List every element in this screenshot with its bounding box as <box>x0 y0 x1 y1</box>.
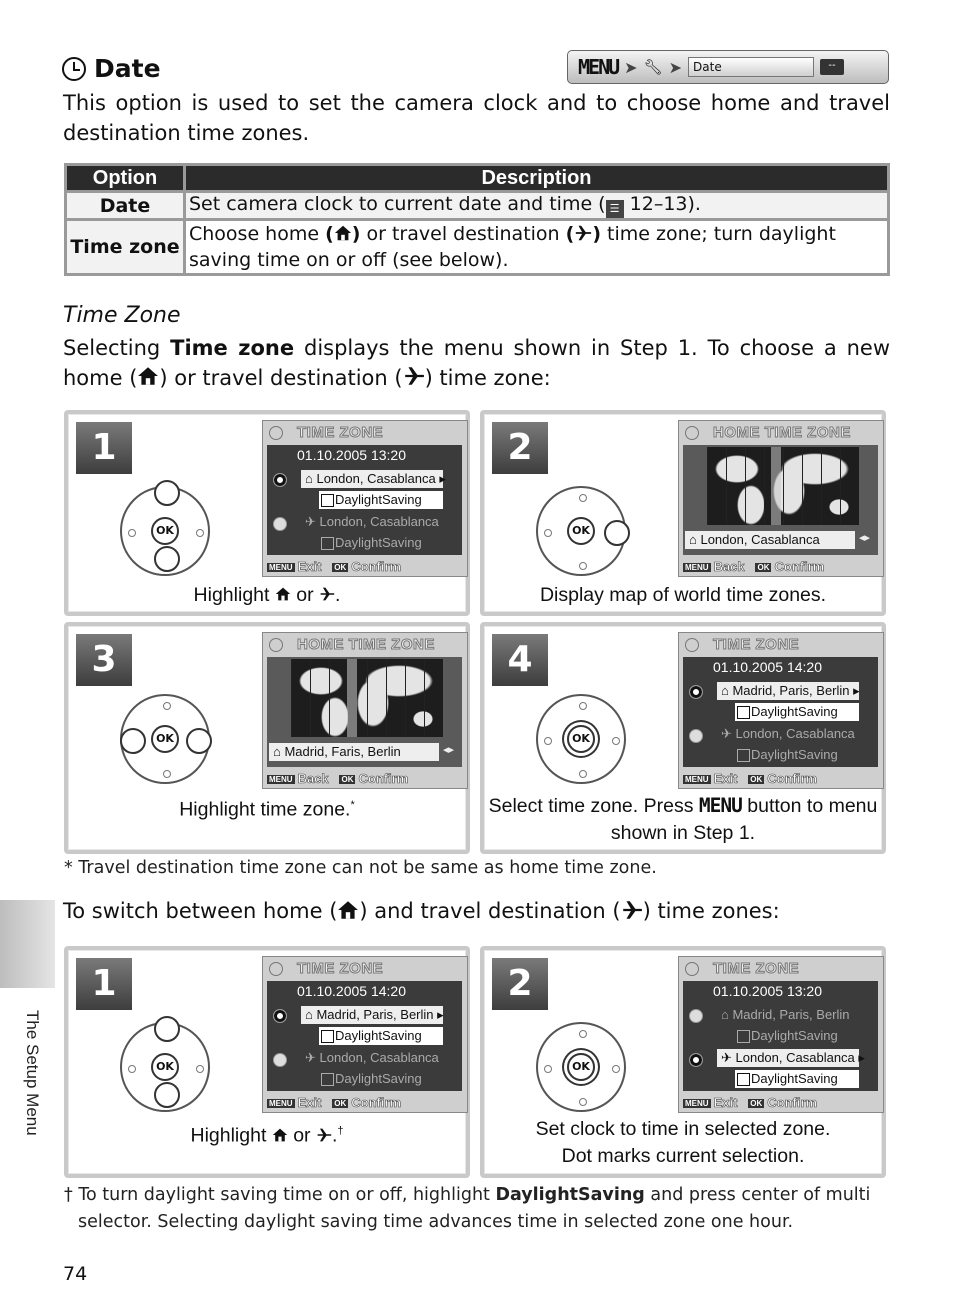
radio-icon <box>273 1053 287 1067</box>
radio-selected-icon <box>689 685 703 699</box>
world-map <box>683 445 878 555</box>
wrench-icon: 🔧︎ <box>643 58 663 76</box>
travel-zone: ✈ London, Casablanca <box>721 726 855 741</box>
lcd-screen <box>262 632 468 789</box>
home-icon <box>334 224 352 242</box>
daylight-saving-travel: DaylightSaving <box>735 1070 859 1088</box>
lcd-screen <box>262 420 468 577</box>
daylight-saving-travel: DaylightSaving <box>735 746 859 764</box>
step-caption: Set clock to time in selected zone. Dot marks current selection. <box>535 1118 831 1167</box>
selected-city: ⌂ London, Casablanca <box>685 531 855 549</box>
step-number: 2 <box>492 958 548 1010</box>
step-number: 3 <box>76 634 132 686</box>
up-button <box>154 480 180 506</box>
travel-zone: ✈ London, Casablanca ▸ <box>717 1049 859 1067</box>
left-button <box>120 728 146 754</box>
description-time-zone: Choose home ( ) or travel destination ( ) time zone; turn daylight saving time on or off (see below). <box>186 221 887 273</box>
lcd-footer: MENU Exit OK Confirm <box>269 559 402 574</box>
home-zone: ⌂ Madrid, Paris, Berlin ▸ <box>301 1006 443 1024</box>
side-tab <box>0 900 55 988</box>
reference-icon: ☰ <box>606 200 624 218</box>
daylight-saving-home: DaylightSaving <box>319 491 443 509</box>
arrow-right-icon: ➤ <box>668 57 683 77</box>
lcd-footer: MENU Exit OK Confirm <box>269 1095 402 1110</box>
step-caption: Display map of world time zones. <box>539 584 827 606</box>
step-caption: Select time zone. Press MENU button to menu shown in Step 1. <box>488 794 878 844</box>
home-icon <box>275 586 291 602</box>
lcd-title: TIME ZONE <box>269 960 383 977</box>
radio-icon <box>689 729 703 743</box>
ok-button: OK <box>567 517 595 545</box>
home-icon <box>137 365 159 387</box>
step-number: 4 <box>492 634 548 686</box>
home-zone: ⌂ Madrid, Paris, Berlin <box>721 1007 850 1022</box>
lcd-screen <box>262 956 468 1113</box>
multi-selector <box>536 1022 626 1112</box>
home-zone: ⌂ London, Casablanca ▸ <box>301 470 443 488</box>
ok-button: OK <box>151 1053 179 1081</box>
footnote-dagger: † To turn daylight saving time on or off, highlight DaylightSaving and press center of multi selector. Selecting daylight saving time advances time in selected zone one hour. <box>64 1185 871 1232</box>
footnote-star: * Travel destination time zone can not be same as home time zone. <box>64 858 657 878</box>
datetime: 01.10.2005 14:20 <box>713 659 822 675</box>
ok-button: OK <box>567 725 595 753</box>
step-number: 2 <box>492 422 548 474</box>
step-a2 <box>480 410 886 616</box>
home-icon <box>272 1127 288 1143</box>
step-a3 <box>64 622 470 854</box>
step-caption: Highlight or .† <box>190 1124 344 1147</box>
multi-selector <box>536 486 626 576</box>
radio-icon <box>273 517 287 531</box>
clock-icon <box>62 57 86 81</box>
radio-selected-icon <box>689 1053 703 1067</box>
table-row <box>67 193 887 218</box>
daylight-saving-travel: DaylightSaving <box>319 534 443 552</box>
lcd-screen <box>678 420 884 577</box>
lcd-footer: MENU Exit OK Confirm <box>685 771 818 786</box>
selected-city: ⌂ Madrid, Faris, Berlin <box>269 743 439 761</box>
arrow-right-icon: ➤ <box>624 57 638 77</box>
step-number: 1 <box>76 958 132 1010</box>
world-map <box>267 657 462 767</box>
daylight-saving-travel: DaylightSaving <box>319 1070 443 1088</box>
right-button <box>186 728 212 754</box>
right-button <box>604 520 630 546</box>
title-text: Date <box>94 54 161 83</box>
table-row <box>67 221 887 273</box>
lcd-screen <box>678 632 884 789</box>
left-right-arrows-icon: ◂▸ <box>859 532 871 544</box>
intro-text: This option is used to set the camera clock and to choose home and travel destination time zones. <box>63 91 890 145</box>
multi-selector <box>120 1022 210 1112</box>
down-button <box>154 546 180 572</box>
step-b1 <box>64 946 470 1178</box>
section-heading: Time Zone <box>63 303 181 328</box>
step-a1 <box>64 410 470 616</box>
travel-zone: ✈ London, Casablanca <box>305 1050 439 1065</box>
column-header-option: Option <box>67 166 183 190</box>
menu-word: MENU <box>578 55 619 79</box>
datetime: 01.10.2005 13:20 <box>297 447 406 463</box>
plane-icon <box>403 365 425 387</box>
up-button <box>154 1016 180 1042</box>
column-header-description: Description <box>186 166 887 190</box>
step-caption: Highlight time zone.* <box>179 798 355 821</box>
step-number: 1 <box>76 422 132 474</box>
multi-selector <box>536 694 626 784</box>
daylight-saving-home: DaylightSaving <box>319 1027 443 1045</box>
lcd-footer: MENU Exit OK Confirm <box>685 1095 818 1110</box>
multi-selector <box>120 694 210 784</box>
radio-icon <box>689 1009 703 1023</box>
option-date: Date <box>67 193 183 218</box>
datetime: 01.10.2005 14:20 <box>297 983 406 999</box>
step-caption: Highlight or . <box>193 584 341 606</box>
option-table <box>64 163 890 276</box>
lcd-title: TIME ZONE <box>685 960 799 977</box>
plane-icon <box>316 1127 332 1143</box>
radio-selected-icon <box>273 473 287 487</box>
page-number: 74 <box>63 1263 88 1285</box>
ok-button: OK <box>151 517 179 545</box>
daylight-saving-home: DaylightSaving <box>735 1027 859 1045</box>
side-tab-label: The Setup Menu <box>23 1010 42 1136</box>
menu-path-graphic <box>567 50 889 84</box>
datetime: 01.10.2005 13:20 <box>713 983 822 999</box>
ok-button: OK <box>567 1053 595 1081</box>
down-button <box>154 1082 180 1108</box>
step-b2 <box>480 946 886 1178</box>
plane-icon <box>574 224 592 242</box>
section-text: Selecting Time zone displays the menu shown in Step 1. To choose a new home ( ) or travel destination ( ) time zone: <box>63 336 890 390</box>
lcd-title: HOME TIME ZONE <box>685 424 851 441</box>
ok-button: OK <box>151 725 179 753</box>
switch-text: To switch between home ( ) and travel destination ( ) time zones: <box>63 899 780 923</box>
menu-field-button: -- <box>820 59 844 75</box>
home-icon <box>337 899 359 921</box>
lcd-footer: MENU Back OK Confirm <box>685 559 825 574</box>
plane-icon <box>621 899 643 921</box>
home-zone: ⌂ Madrid, Paris, Berlin ▸ <box>717 682 859 700</box>
option-time-zone: Time zone <box>67 221 183 273</box>
plane-icon <box>319 586 335 602</box>
daylight-saving-home: DaylightSaving <box>735 703 859 721</box>
menu-field: Date <box>688 57 814 77</box>
lcd-title: TIME ZONE <box>269 424 383 441</box>
travel-zone: ✈ London, Casablanca <box>305 514 439 529</box>
lcd-title: TIME ZONE <box>685 636 799 653</box>
description-date: Set camera clock to current date and time ( ☰ 12–13). <box>186 193 887 218</box>
step-a4 <box>480 622 886 854</box>
lcd-footer: MENU Back OK Confirm <box>269 771 409 786</box>
page-title <box>62 54 161 83</box>
lcd-title: HOME TIME ZONE <box>269 636 435 653</box>
lcd-screen <box>678 956 884 1113</box>
left-right-arrows-icon: ◂▸ <box>443 744 455 756</box>
multi-selector <box>120 486 210 576</box>
radio-selected-icon <box>273 1009 287 1023</box>
